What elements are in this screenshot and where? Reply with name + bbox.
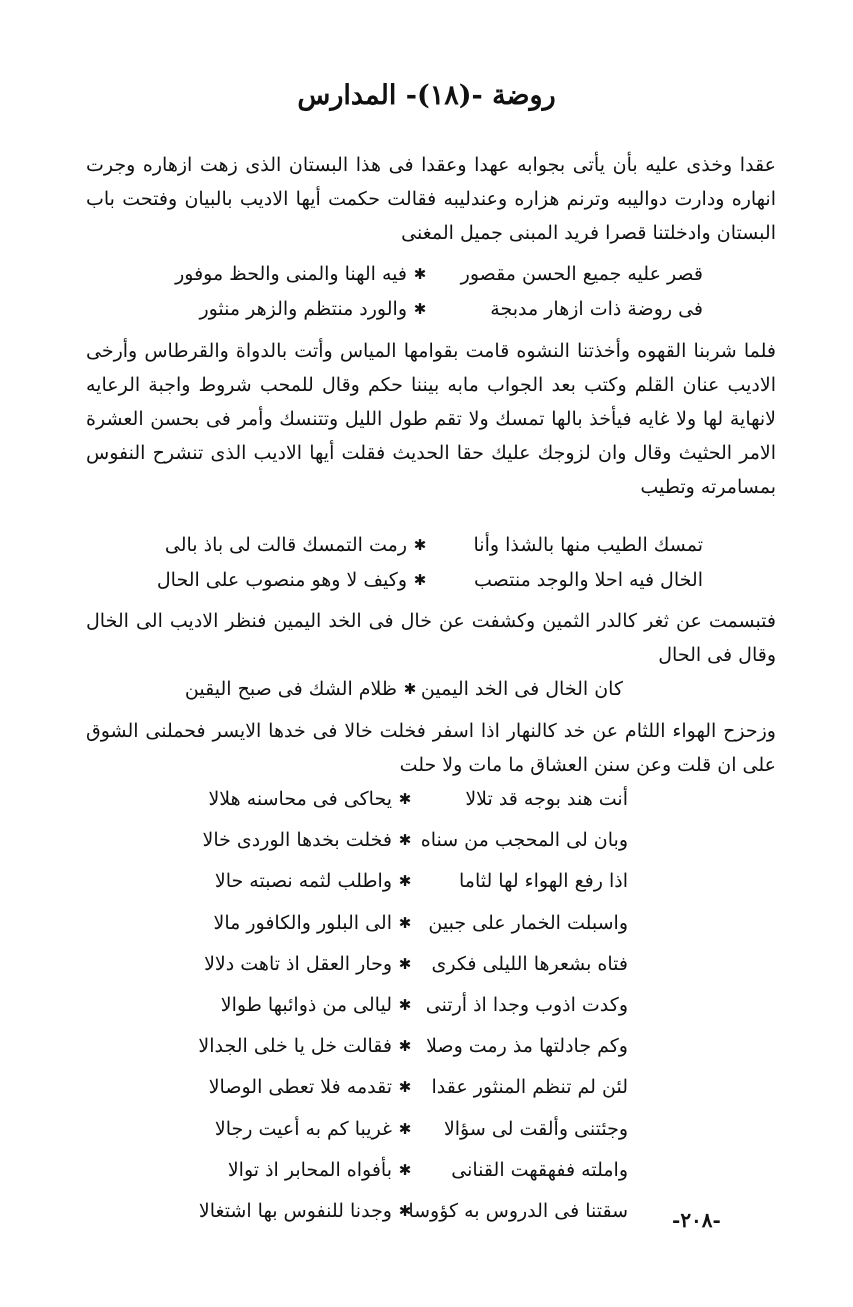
poem-line — [202, 1159, 628, 1181]
hemistich-first: وجئتنى وألقت لى سؤالا — [443, 1117, 628, 1140]
star-separator-icon: ✱ — [413, 265, 427, 283]
poem-line — [198, 1200, 628, 1222]
hemistich-second: تقدمه فلا تعطى الوصالا — [208, 1076, 392, 1099]
star-separator-icon: ✱ — [413, 300, 427, 318]
poem-line — [202, 1118, 628, 1140]
paragraph-4: وزحزح الهواء اللثام عن خد كالنهار اذا اسفر فخلت خالا فى خدها الايسر فحملنى الشوق على ان قلت وعن سنن العشاق ما مات ولا حلت — [86, 720, 776, 776]
hemistich-first: سقتنا فى الدروس به كؤوسا — [408, 1200, 628, 1222]
hemistich-second: والورد منتظم والزهر منثور — [199, 298, 407, 320]
poem-line — [202, 1076, 628, 1098]
poem-line — [202, 953, 628, 975]
hemistich-second: يحاكى فى محاسنه هلالا — [208, 788, 392, 810]
hemistich-first: قصر عليه جميع الحسن مقصور — [460, 263, 703, 285]
hemistich-second: رمت التمسك قالت لى باذ بالى — [164, 534, 407, 556]
hemistich-first: كان الخال فى الخد اليمين — [420, 678, 623, 700]
paragraph-1: عقدا وخذى عليه بأن يأتى بجوابه عهدا وعقدا فى هذا البستان الذى زهت ازهاره وجرت انهاره ودارت دواليبه وترنم هزاره وعندليبه فقالت حكمت أيها الاديب بالبيان وفتحت باب البستان وادخلتنا قصرا فريد المبنى جميل المغنى — [86, 154, 776, 244]
star-separator-icon: ✱ — [398, 790, 412, 808]
hemistich-second: بأفواه المحابر اذ توالا — [227, 1158, 392, 1181]
poem-line — [202, 870, 628, 892]
star-separator-icon: ✱ — [413, 536, 427, 554]
couplet-4 — [137, 569, 703, 591]
star-separator-icon: ✱ — [398, 1202, 412, 1220]
hemistich-second: وكيف لا وهو منصوب على الحال — [156, 569, 407, 591]
star-separator-icon: ✱ — [398, 913, 412, 932]
hemistich-first: اذا رفع الهواء لها لثاما — [458, 870, 628, 893]
hemistich-first: وكم جادلتها مذ رمت وصلا — [426, 1035, 628, 1058]
hemistich-second: الى البلور والكافور مالا — [213, 911, 392, 934]
hemistich-first: لئن لم تنظم المنثور عقدا — [431, 1076, 628, 1099]
star-separator-icon: ✱ — [398, 1119, 412, 1138]
hemistich-first: واسبلت الخمار على جبين — [428, 911, 628, 934]
hemistich-second: فيه الهنا والمنى والحظ موفور — [175, 263, 407, 285]
hemistich-first: وبان لى المحجب من سناه — [420, 829, 628, 852]
poem-line — [202, 788, 628, 810]
star-separator-icon: ✱ — [398, 954, 412, 973]
star-separator-icon: ✱ — [398, 872, 412, 891]
hemistich-first: فتاه بشعرها الليلى فكرى — [431, 952, 628, 975]
hemistich-second: فقالت خل يا خلى الجدالا — [198, 1035, 392, 1058]
hemistich-first: تمسك الطيب منها بالشذا وأنا — [473, 534, 703, 556]
page-header: روضة -(١٨)- المدارس — [297, 80, 556, 111]
star-separator-icon: ✱ — [403, 680, 417, 698]
paragraph-3: فتبسمت عن ثغر كالدر الثمين وكشفت عن خال فى الخد اليمين فنظر الاديب الى الخال وقال فى الحال — [86, 610, 776, 666]
hemistich-first: الخال فيه احلا والوجد منتصب — [473, 569, 703, 591]
star-separator-icon: ✱ — [398, 831, 412, 850]
hemistich-second: وجدنا للنفوس بها اشتغالا — [198, 1200, 392, 1222]
hemistich-second: ظلام الشك فى صبح اليقين — [184, 678, 397, 700]
couplet-3 — [137, 534, 703, 556]
couplet-5 — [184, 678, 623, 700]
hemistich-second: غريبا كم به أعيت رجالا — [214, 1117, 392, 1140]
hemistich-first: واملته ففهقهت القنانى — [451, 1158, 628, 1181]
couplet-1 — [147, 263, 703, 285]
hemistich-second: فخلت بخدها الوردى خالا — [202, 829, 392, 852]
hemistich-first: أنت هند بوجه قد تلالا — [465, 788, 628, 810]
page-number: -٢٠٨- — [672, 1208, 721, 1232]
star-separator-icon: ✱ — [398, 1078, 412, 1097]
star-separator-icon: ✱ — [398, 1037, 412, 1056]
poem-line — [202, 994, 628, 1016]
hemistich-second: وحار العقل اذ تاهت دلالا — [204, 952, 392, 975]
couplet-2 — [147, 298, 703, 320]
poem-line — [202, 829, 628, 851]
hemistich-second: ليالى من ذوائبها طوالا — [220, 994, 392, 1016]
poem-line — [198, 1035, 628, 1058]
star-separator-icon: ✱ — [398, 1160, 412, 1179]
hemistich-first: وكدت اذوب وجدا اذ أرتنى — [425, 994, 628, 1016]
paragraph-2: فلما شربنا القهوه وأخذتنا النشوه قامت بقوامها المياس وأتت بالدواة والقرطاس وأرخى الاديب عنان القلم وكتب بعد الجواب مابه بيننا حكم وقال للمحب شروط واجبة الرعايه لانهاية لها ولا غايه فيأخذ بالها تمسك ولا تقم طول الليل وتتنسك وأمر فى بحسن العشرة الامر الحثيث وقال وان لزوجك عليك حقا الحديث فقلت أيها الاديب الذى تنشرح النفوس بمسامرته وتطيب — [86, 340, 776, 498]
hemistich-first: فى روضة ذات ازهار مدبجة — [490, 298, 703, 320]
hemistich-second: واطلب لثمه نصبته حالا — [214, 870, 392, 893]
poem-line — [202, 912, 628, 934]
star-separator-icon: ✱ — [398, 996, 412, 1014]
star-separator-icon: ✱ — [413, 571, 427, 589]
